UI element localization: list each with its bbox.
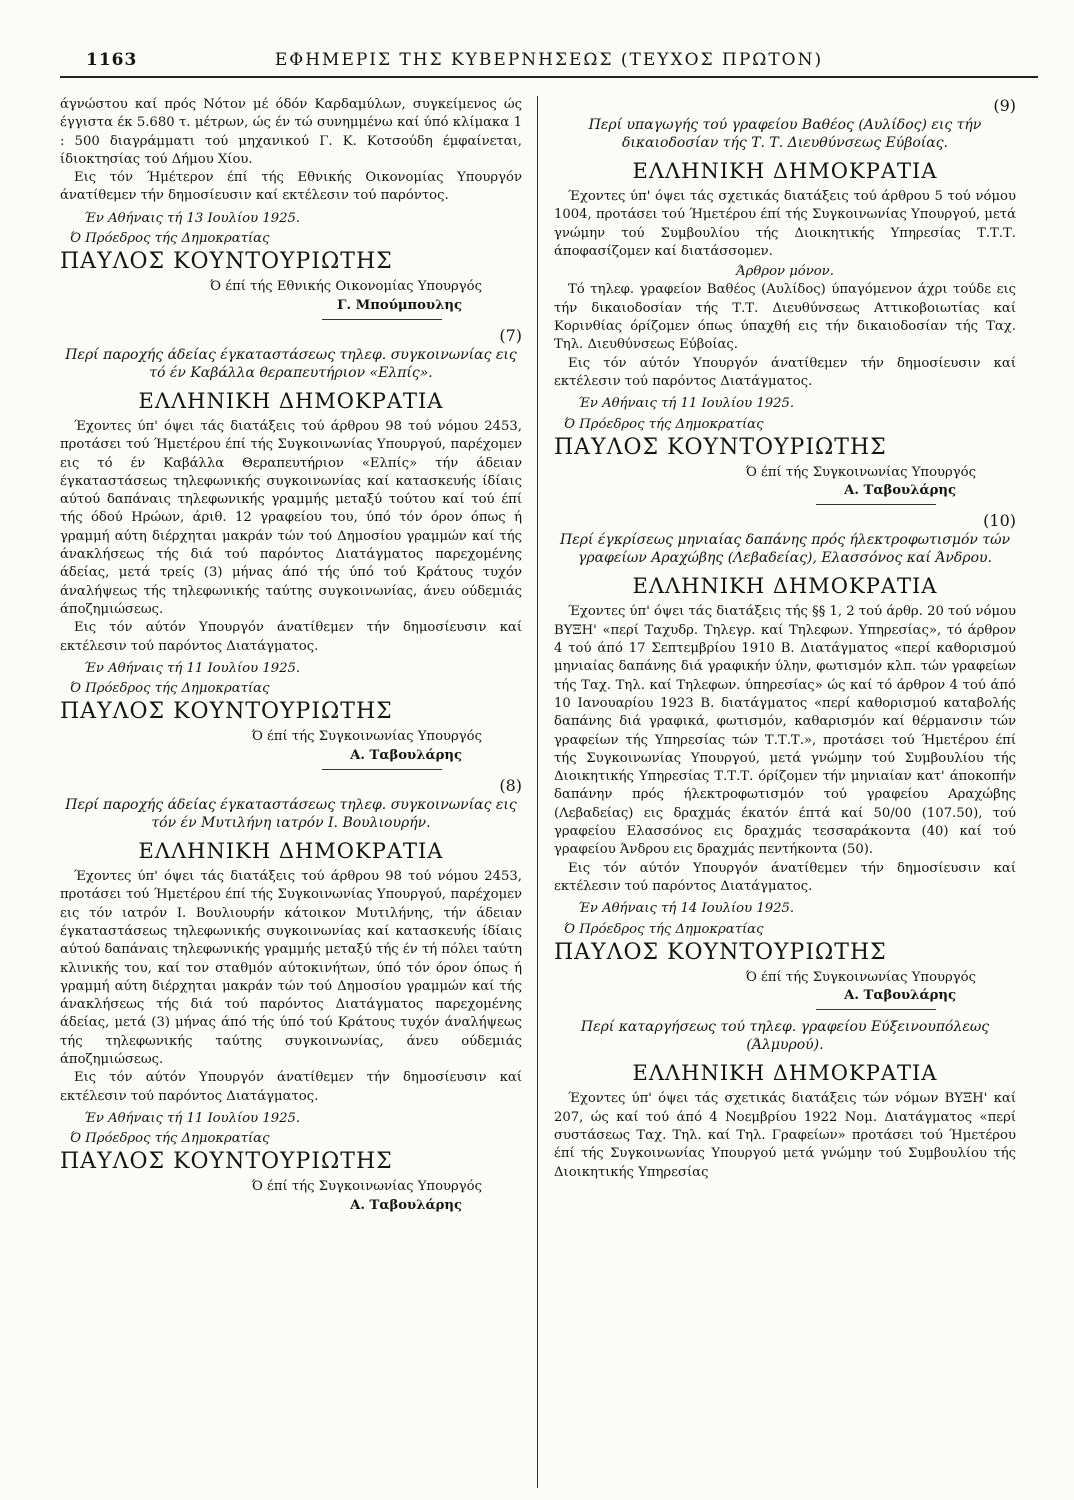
decree-8-close: Εις τόν αύτόν Υπουργόν άνατίθεμεν τήν δημοσίευσιν καί εκτέλεσιν τού παρόντος Διατάγματος.	[60, 1070, 522, 1104]
decree-9-republic-heading: ΕΛΛΗΝΙΚΗ ΔΗΜΟΚΡΑΤΙΑ	[632, 159, 938, 183]
decree-9-number: (9)	[993, 96, 1016, 115]
page-number: 1163	[86, 50, 138, 70]
decree-7-president-label: Ό Πρόεδρος τής Δημοκρατίας	[70, 681, 270, 697]
decree-8-subject: Περί παροχής άδείας έγκαταστάσεως τηλεφ. συγκοινωνίας εις τόν έν Μυτιλήνη ιατρόν Ι. Βουλιουρήν.	[65, 797, 517, 832]
right-column	[554, 96, 1016, 1488]
decree-7-minister-role: Ό έπί τής Συγκοινωνίας Υπουργός	[251, 729, 482, 745]
decree-7-date: Έν Αθήναις τή 11 Ιουλίου 1925.	[84, 660, 301, 676]
decree-7-president-name: ΠΑΥΛΟΣ ΚΟΥΝΤΟΥΡΙΩΤΗΣ	[60, 699, 393, 725]
decree-9-rule	[816, 504, 936, 505]
decree-6-president-name: ΠΑΥΛΟΣ ΚΟΥΝΤΟΥΡΙΩΤΗΣ	[60, 249, 393, 275]
decree-10-body: Έχοντες ύπ' όψει τάς διατάξεις τής §§ 1, 2 τού άρθρ. 20 τού νόμου ΒΥΞΗ' «περί Ταχυδρ. Τηλεγρ. καί Τηλεφων. Υπηρεσίας», τό άρθρον 4 τού άπό 17 Σεπτεμβρίου 1910 Β. Διατάγματος «περί καθορισμού μηνιαίας δαπάνης διά γραφικήν ύλην, φωτισμόν κλπ. τών γραφείων τής Ταχ. Τηλ. καί Τηλεφων. ύπηρεσίας» ώς καί τό άρθρον 4 τού άπό 10 Ιανουαρίου 1923 Β. διατάγματος «περί καθορισμού καταβολής δαπάνης διά γραφικά, φωτισμόν, καθαρισμόν καί θέρμανσιν τών γραφείων τής Υπηρεσίας τών Τ.Τ.Τ.», προτάσει τού Ήμετέρου έπί τής Συγκοινωνίας Υπουργού, μετά γνώμην τού Συμβουλίου τής Διοικητικής Υπηρεσίας Τ.Τ.Τ. όρίζομεν τήν μηνιαίαν κατ' άποκοπήν δαπάνην πρός ήλεκτροφωτισμόν τού γραφείου Αραχώβης (Λεβαδείας) εις δραχμάς έκατόν έπτά καί 50/00 (107.50), τού γραφείου Ελασσόνος εις δραχμάς τεσσαράκοντα (40) καί τού γραφείου Άνδρου εις δραχμάς πεντήκοντα (50).	[554, 604, 1016, 858]
running-head	[60, 50, 1038, 78]
decree-11-body: Έχοντες ύπ' όψει τάς σχετικάς διατάξεις τών νόμων ΒΥΞΗ' καί 207, ώς καί τού άπό 4 Νοεμβρίου 1922 Νομ. Διατάγματος «περί συστάσεως Ταχ. Τηλ. καί Τηλ. Γραφείων» προτάσει τού Ήμετέρου έπί τής Συγκοινωνίας Υπουργού μετά γνώμην τού Συμβουλίου τής Διοικητικής Υπηρεσίας	[554, 1091, 1016, 1180]
decree-9-minister-name: Α. Ταβουλάρης	[844, 483, 956, 499]
decree-10-president-name: ΠΑΥΛΟΣ ΚΟΥΝΤΟΥΡΙΩΤΗΣ	[554, 939, 887, 965]
decree-8-date: Έν Αθήναις τή 11 Ιουλίου 1925.	[84, 1110, 301, 1126]
decree-6-rule	[322, 319, 442, 320]
decree-8-president-name: ΠΑΥΛΟΣ ΚΟΥΝΤΟΥΡΙΩΤΗΣ	[60, 1149, 393, 1175]
decree-8-body: Έχοντες ύπ' όψει τάς διατάξεις τού άρθρου 98 τού νόμου 2453, προτάσει τού Ήμετέρου έπί τής Συγκοινωνίας Υπουργού, παρέχομεν εις τόν ιατρόν Ι. Βουλιουρήν κάτοικον Μυτιλήνης, τήν άδειαν έγκαταστάσεως τηλεφωνικής συγκοινωνίας καί κατασκευής ίδίαις αύτού δαπάναις τηλεφωνικής γραμμής μεταξύ τής έν τή πόλει ταύτη κλινικής του, καί τον σταθμόν αύτοκινήτων, ύπό τόν όρον όπως ή γραμμή αύτη διέρχηται μακράν τών τού Δημοσίου γραμμών καί τής άνακλήσεως τής διά τού παρόντος Διατάγματος παρεχομένης άδείας, μετά (3) μήνας άπό τής ύπό τού Κράτους τυχόν άναλήψεως τής τηλεφωνικής ταύτης συγκοινωνίας, άνευ ούδεμιάς άποζημιώσεως.	[60, 869, 522, 1067]
decree-6-close: Εις τόν Ήμέτερον έπί τής Εθνικής Οικονομίας Υπουργόν άνατίθεμεν τήν δημοσίευσιν καί εκτέλεσιν τού παρόντος.	[60, 170, 522, 204]
decree-10-president-label: Ό Πρόεδρος τής Δημοκρατίας	[564, 921, 764, 937]
decree-9-president-name: ΠΑΥΛΟΣ ΚΟΥΝΤΟΥΡΙΩΤΗΣ	[554, 434, 887, 460]
decree-8-minister-name: Α. Ταβουλάρης	[350, 1197, 462, 1213]
decree-6-minister-name: Γ. Μπούμπουλης	[337, 297, 462, 313]
decree-7-rule	[322, 769, 442, 770]
gazette-title: ΕΦΗΜΕΡΙΣ ΤΗΣ ΚΥΒΕΡΝΗΣΕΩΣ (ΤΕΥΧΟΣ ΠΡΩΤΟΝ)	[274, 50, 824, 70]
decree-6-text: άγνώστου καί πρός Νότον μέ όδόν Καρδαμύλων, συγκείμενος ώς έγγιστα έκ 5.680 τ. μέτρων, ώς έν τώ συνημμένω καί ύπό κλίμακα 1 : 500 διαγράμματι τού μηχανικού Γ. Κ. Κοτσούδη έμφαίνεται, ίδιοκτησίας τού Δήμου Χίου.	[60, 97, 522, 167]
decree-10-close: Εις τόν αύτόν Υπουργόν άνατίθεμεν τήν δημοσίευσιν καί εκτέλεσιν τού παρόντος Διατάγματος.	[554, 860, 1016, 894]
decree-9-date: Έν Αθήναις τή 11 Ιουλίου 1925.	[578, 396, 795, 412]
decree-11-republic-heading: ΕΛΛΗΝΙΚΗ ΔΗΜΟΚΡΑΤΙΑ	[632, 1061, 938, 1086]
left-column	[60, 96, 522, 1488]
decree-7-number: (7)	[499, 325, 522, 345]
column-divider	[537, 96, 538, 1488]
columns	[60, 96, 1038, 1488]
decree-8-minister-role: Ό έπί τής Συγκοινωνίας Υπουργός	[251, 1179, 482, 1195]
decree-10-subject: Περί έγκρίσεως μηνιαίας δαπάνης πρός ήλεκτροφωτισμόν τών γραφείων Αραχώβης (Λεβαδείας), Ελασσόνος καί Άνδρου.	[559, 532, 1011, 567]
decree-9-article-text: Τό τηλεφ. γραφείον Βαθέος (Αυλίδος) ύπαγόμενον άχρι τούδε εις τήν δικαιοδοσίαν τής Τ.Τ. Διευθύνσεως Αττικοβοιωτίας καί Κορινθίας όρίζομεν όπως ύπαχθή εις τήν δικαιοδοσίαν τής Ταχ. Τηλ. Διευθύνσεως Εύβοίας.	[554, 282, 1016, 353]
decree-9-article-heading: Άρθρον μόνον.	[736, 264, 834, 280]
decree-7-republic-heading: ΕΛΛΗΝΙΚΗ ΔΗΜΟΚΡΑΤΙΑ	[138, 388, 444, 413]
decree-10-minister-role: Ό έπί τής Συγκοινωνίας Υπουργός	[745, 969, 976, 985]
decree-8-president-label: Ό Πρόεδρος τής Δημοκρατίας	[70, 1131, 270, 1147]
decree-6-date: Έν Αθήναις τή 13 Ιουλίου 1925.	[84, 210, 301, 226]
decree-6-minister-role: Ό έπί τής Εθνικής Οικονομίας Υπουργός	[210, 279, 482, 295]
decree-10-number: (10)	[983, 511, 1016, 531]
decree-10-minister-name: Α. Ταβουλάρης	[844, 988, 956, 1004]
decree-7-body: Έχοντες ύπ' όψει τάς διατάξεις τού άρθρου 98 τού νόμου 2453, προτάσει τού Ήμετέρου έπί τής Συγκοινωνίας Υπουργού, παρέχομεν εις τό έν Καβάλλα Θεραπευτήριον «Ελπίς» τήν άδειαν έγκαταστάσεως τηλεφωνικής συγκοινωνίας καί κατασκευής ίδίαις αύτού δαπάναις τηλεφωνικής γραμμής μεταξύ τούτου καί τού έπί τής όδού Ηρώων, άριθ. 12 γραφείου του, ύπό τόν όρον όπως ή γραμμή αύτη διέρχηται μακράν τών τού Δημοσίου γραμμών καί τής άνακλήσεως τής διά τού παρόντος Διατάγματος παρεχομένης άδείας, μετά τρείς (3) μήνας άπό τής ύπό τού Κράτους τυχόν άναλήψεως τής τηλεφωνικής ταύτης συγκοινωνίας, άνευ ούδεμιάς άποζημιώσεως.	[60, 418, 522, 617]
decree-8-republic-heading: ΕΛΛΗΝΙΚΗ ΔΗΜΟΚΡΑΤΙΑ	[138, 839, 444, 864]
decree-7-close: Εις τόν αύτόν Υπουργόν άνατίθεμεν τήν δημοσίευσιν καί εκτέλεσιν τού παρόντος Διατάγματος.	[60, 620, 522, 654]
decree-11-subject: Περί καταργήσεως τού τηλεφ. γραφείου Εύξεινουπόλεως (Άλμυρού).	[580, 1019, 990, 1054]
decree-10-date: Έν Αθήναις τή 14 Ιουλίου 1925.	[578, 901, 795, 917]
decree-9-close: Εις τόν αύτόν Υπουργόν άνατίθεμεν τήν δημοσίευσιν καί εκτέλεσιν τού παρόντος Διατάγματος.	[554, 355, 1016, 389]
decree-7-minister-name: Α. Ταβουλάρης	[350, 747, 462, 763]
decree-9-body: Έχοντες ύπ' όψει τάς σχετικάς διατάξεις τού άρθρου 5 τού νόμου 1004, προτάσει τού Ήμετέρου έπί τής Συγκοινωνίας Υπουργού, μετά γνώμην τού Συμβουλίου τής Διοικητικής Υπηρεσίας Τ.Τ.Τ. άποφασίζομεν καί διατάσσομεν.	[554, 189, 1016, 259]
decree-9-subject: Περί υπαγωγής τού γραφείου Βαθέος (Αυλίδος) εις τήν δικαιοδοσίαν τής Τ. Τ. Διευθύνσεως Εύβοίας.	[588, 117, 982, 151]
decree-8-number: (8)	[499, 776, 522, 796]
decree-9-president-label: Ό Πρόεδρος τής Δημοκρατίας	[564, 416, 764, 432]
decree-9-minister-role: Ό έπί τής Συγκοινωνίας Υπουργός	[745, 464, 976, 480]
decree-10-republic-heading: ΕΛΛΗΝΙΚΗ ΔΗΜΟΚΡΑΤΙΑ	[632, 574, 938, 599]
decree-10-rule	[816, 1009, 936, 1010]
decree-6-president-label: Ό Πρόεδρος τής Δημοκρατίας	[70, 231, 270, 247]
decree-7-subject: Περί παροχής άδείας έγκαταστάσεως τηλεφ. συγκοινωνίας εις τό έν Καβάλλα θεραπευτήριον «Ελπίς».	[65, 346, 517, 381]
